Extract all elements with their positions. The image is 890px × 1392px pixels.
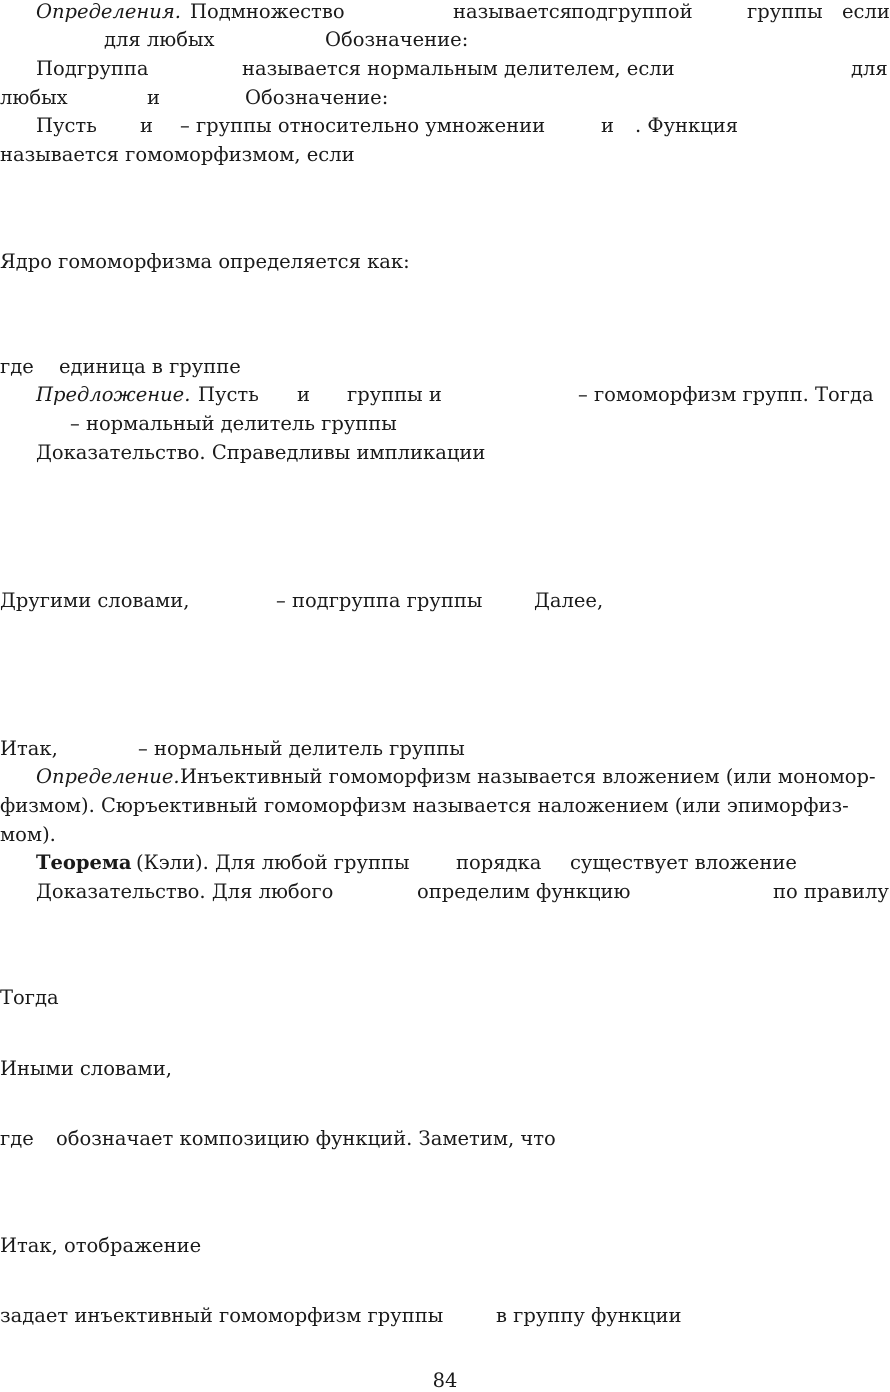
text-and-1: и <box>147 86 160 109</box>
text-composition: обозначает композицию функций. Заметим, что <box>56 1127 556 1150</box>
text-proof-implications: Доказательство. Справедливы импликации <box>36 441 486 464</box>
text-thus: Итак, <box>0 737 58 760</box>
text-notation-2: Обозначение: <box>245 86 389 109</box>
text-and-2: и <box>140 114 153 137</box>
text-thus-mapping: Итак, отображение <box>0 1234 202 1257</box>
text-by-rule: по правилу <box>773 880 889 903</box>
text-subgroup: подгруппой <box>571 0 693 23</box>
text-for: для <box>851 57 888 80</box>
definitions-heading: Определения. <box>36 0 181 23</box>
text-epimorphism-end: мом). <box>0 823 56 846</box>
text-called: называется <box>453 0 572 23</box>
text-where-1: где <box>0 355 34 378</box>
text-subgroup-of-group: – подгруппа группы <box>276 589 483 612</box>
text-and-4: и <box>297 383 310 406</box>
text-group-1: группы <box>747 0 823 23</box>
text-exists-embedding: существует вложение <box>570 851 797 874</box>
text-injective: Инъективный гомоморфизм называется вложением (или мономор- <box>180 765 876 788</box>
text-normal-divisor-if: называется нормальным делителем, если <box>242 57 675 80</box>
text-surjective: физмом). Сюръективный гомоморфизм называется наложением (или эпиморфиз- <box>0 794 849 817</box>
text-for-any-1: для любых <box>104 28 215 51</box>
proposition-heading: Предложение. <box>36 383 191 406</box>
text-notation-1: Обозначение: <box>325 28 469 51</box>
text-injective-homomorphism: задает инъективный гомоморфизм группы <box>0 1304 444 1327</box>
text-into-function-group: в группу функции <box>496 1304 682 1327</box>
text-let-2: Пусть <box>198 383 259 406</box>
text-cayley: (Кэли). Для любой группы <box>136 851 410 874</box>
text-unit-in-group: единица в группе <box>59 355 241 378</box>
text-groups-multiplication: – группы относительно умножении <box>180 114 546 137</box>
text-normal-divisor-2: – нормальный делитель группы <box>138 737 465 760</box>
text-normal-divisor-1: – нормальный делитель группы <box>70 412 397 435</box>
text-order: порядка <box>456 851 542 874</box>
text-define-function: определим функцию <box>417 880 631 903</box>
text-subgroup-start: Подгруппа <box>36 57 149 80</box>
text-and-3: и <box>601 114 614 137</box>
theorem-heading: Теорема <box>36 851 132 874</box>
text-any: любых <box>0 86 68 109</box>
text-let-1: Пусть <box>36 114 97 137</box>
text-then: Тогда <box>0 986 59 1009</box>
text-in-other-words-2: Иными словами, <box>0 1057 172 1080</box>
text-called-homomorphism: называется гомоморфизмом, если <box>0 143 355 166</box>
text-homomorphism-then: – гомоморфизм групп. Тогда <box>578 383 874 406</box>
text-groups-and: группы и <box>347 383 442 406</box>
text-kernel-definition: Ядро гомоморфизма определяется как: <box>0 250 410 273</box>
text-if-1: если <box>842 0 890 23</box>
text-where-2: где <box>0 1127 34 1150</box>
text-proof-for-any: Доказательство. Для любого <box>36 880 334 903</box>
text-subset: Подмножество <box>190 0 345 23</box>
text-function: . Функция <box>635 114 739 137</box>
text-further: Далее, <box>534 589 604 612</box>
definition-heading: Определение. <box>36 765 180 788</box>
text-in-other-words: Другими словами, <box>0 589 190 612</box>
page-number: 84 <box>432 1369 458 1392</box>
